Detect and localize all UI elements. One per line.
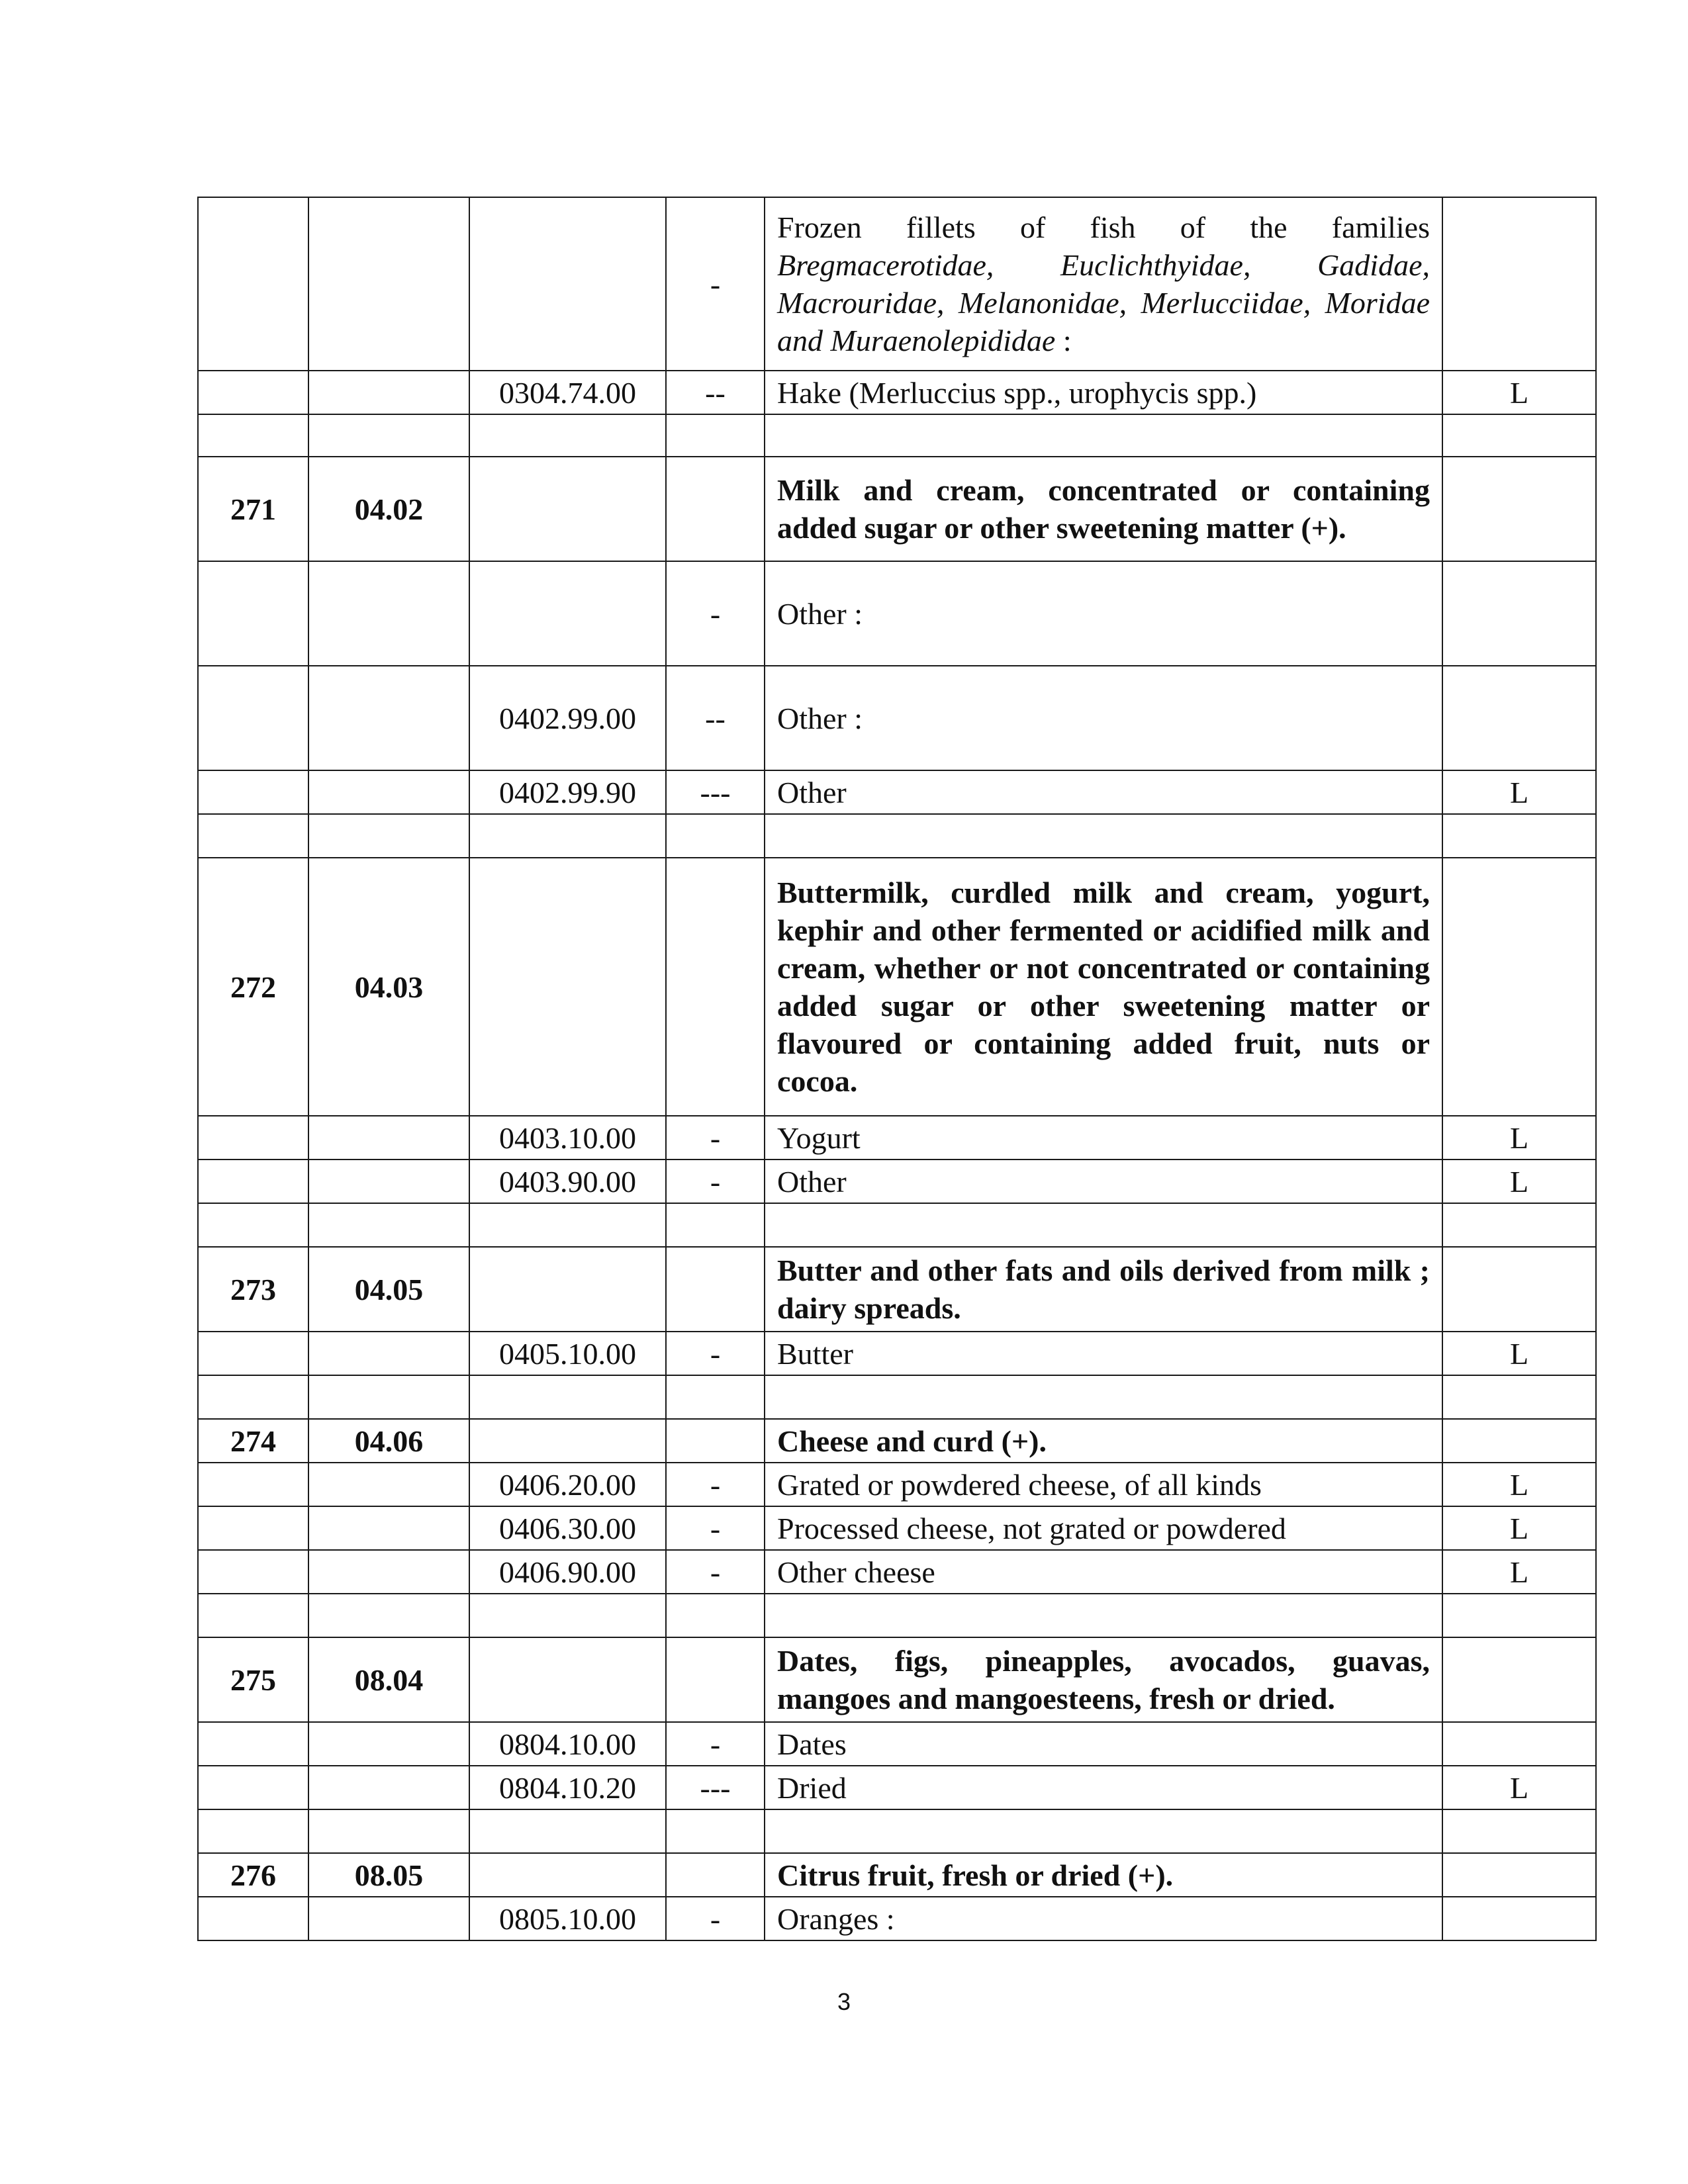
level-dash-cell: -- <box>666 371 765 414</box>
level-dash-cell: - <box>666 1116 765 1160</box>
heading-number-cell: 08.05 <box>308 1853 469 1897</box>
tariff-table <box>197 197 1597 1941</box>
tariff-code-cell <box>469 858 666 1116</box>
table-row <box>198 1550 1596 1594</box>
tariff-code-cell: 0402.99.00 <box>469 666 666 770</box>
description-cell: Grated or powdered cheese, of all kinds <box>765 1463 1442 1506</box>
description-cell: Other <box>765 770 1442 814</box>
serial-number-cell <box>198 1116 308 1160</box>
description-cell <box>765 1203 1442 1247</box>
heading-number-cell <box>308 1116 469 1160</box>
serial-number-cell <box>198 1766 308 1809</box>
table-row <box>198 858 1596 1116</box>
description-cell <box>765 414 1442 457</box>
category-cell <box>1442 1203 1596 1247</box>
heading-number-cell: 04.03 <box>308 858 469 1116</box>
tariff-code-cell <box>469 414 666 457</box>
description-cell: Other : <box>765 666 1442 770</box>
category-cell <box>1442 814 1596 858</box>
level-dash-cell: - <box>666 1463 765 1506</box>
tariff-code-cell: 0805.10.00 <box>469 1897 666 1940</box>
serial-number-cell <box>198 1506 308 1550</box>
description-cell <box>765 1809 1442 1853</box>
serial-number-cell <box>198 197 308 371</box>
level-dash-cell <box>666 1809 765 1853</box>
table-row <box>198 1722 1596 1766</box>
category-cell <box>1442 1594 1596 1637</box>
serial-number-cell <box>198 561 308 666</box>
heading-number-cell <box>308 1809 469 1853</box>
serial-number-cell: 271 <box>198 457 308 561</box>
heading-number-cell <box>308 1506 469 1550</box>
heading-number-cell <box>308 1550 469 1594</box>
description-cell: Butter and other fats and oils derived from milk ; dairy spreads. <box>765 1247 1442 1332</box>
serial-number-cell <box>198 666 308 770</box>
category-cell: L <box>1442 770 1596 814</box>
category-cell <box>1442 561 1596 666</box>
table-row <box>198 1116 1596 1160</box>
description-cell: Dried <box>765 1766 1442 1809</box>
heading-number-cell <box>308 414 469 457</box>
level-dash-cell: - <box>666 1722 765 1766</box>
table-row <box>198 414 1596 457</box>
description-cell: Dates, figs, pineapples, avocados, guavas, mangoes and mangoesteens, fresh or dried. <box>765 1637 1442 1722</box>
description-text: Frozen fillets of fish of the families <box>777 210 1430 244</box>
level-dash-cell: - <box>666 1897 765 1940</box>
serial-number-cell <box>198 1897 308 1940</box>
table-row <box>198 1419 1596 1463</box>
tariff-code-cell: 0402.99.90 <box>469 770 666 814</box>
level-dash-cell <box>666 1203 765 1247</box>
serial-number-cell <box>198 1375 308 1419</box>
heading-number-cell: 04.06 <box>308 1419 469 1463</box>
tariff-code-cell: 0405.10.00 <box>469 1332 666 1375</box>
serial-number-cell <box>198 1550 308 1594</box>
table-row <box>198 561 1596 666</box>
serial-number-cell <box>198 770 308 814</box>
description-cell: Other : <box>765 561 1442 666</box>
level-dash-cell: - <box>666 561 765 666</box>
category-cell <box>1442 1853 1596 1897</box>
serial-number-cell: 272 <box>198 858 308 1116</box>
category-cell <box>1442 666 1596 770</box>
table-row <box>198 1809 1596 1853</box>
category-cell: L <box>1442 371 1596 414</box>
description-cell <box>765 1594 1442 1637</box>
level-dash-cell <box>666 1419 765 1463</box>
category-cell <box>1442 1897 1596 1940</box>
description-cell: Processed cheese, not grated or powdered <box>765 1506 1442 1550</box>
tariff-code-cell <box>469 197 666 371</box>
page-number: 3 <box>837 1988 851 2015</box>
serial-number-cell <box>198 371 308 414</box>
description-cell <box>765 197 1442 371</box>
description-cell <box>765 1375 1442 1419</box>
table-row <box>198 1375 1596 1419</box>
level-dash-cell <box>666 1594 765 1637</box>
serial-number-cell <box>198 1463 308 1506</box>
table-row <box>198 666 1596 770</box>
level-dash-cell <box>666 1247 765 1332</box>
table-row <box>198 1853 1596 1897</box>
level-dash-cell: - <box>666 1506 765 1550</box>
heading-number-cell <box>308 666 469 770</box>
level-dash-cell <box>666 858 765 1116</box>
serial-number-cell <box>198 814 308 858</box>
serial-number-cell: 273 <box>198 1247 308 1332</box>
serial-number-cell <box>198 1203 308 1247</box>
description-cell: Other <box>765 1160 1442 1203</box>
level-dash-cell: --- <box>666 770 765 814</box>
heading-number-cell <box>308 770 469 814</box>
tariff-code-cell: 0804.10.20 <box>469 1766 666 1809</box>
heading-number-cell <box>308 561 469 666</box>
description-cell: Hake (Merluccius spp., urophycis spp.) <box>765 371 1442 414</box>
tariff-code-cell <box>469 1203 666 1247</box>
tariff-code-cell <box>469 814 666 858</box>
heading-number-cell: 04.02 <box>308 457 469 561</box>
tariff-code-cell: 0304.74.00 <box>469 371 666 414</box>
category-cell <box>1442 414 1596 457</box>
tariff-code-cell <box>469 1375 666 1419</box>
heading-number-cell <box>308 814 469 858</box>
table-row <box>198 1247 1596 1332</box>
heading-number-cell <box>308 371 469 414</box>
tariff-code-cell: 0403.10.00 <box>469 1116 666 1160</box>
level-dash-cell <box>666 1375 765 1419</box>
italic-family-names: Bregmacerotidae, Euclichthyidae, Gadidae, Macrouridae, Melanonidae, Merlucciidae, Moridae and Muraenolepididae <box>777 248 1430 357</box>
tariff-code-cell <box>469 561 666 666</box>
table-row <box>198 1463 1596 1506</box>
heading-number-cell <box>308 1897 469 1940</box>
tariff-body <box>198 197 1596 1940</box>
level-dash-cell <box>666 1637 765 1722</box>
category-cell: L <box>1442 1766 1596 1809</box>
table-row <box>198 814 1596 858</box>
level-dash-cell: - <box>666 1160 765 1203</box>
description-cell: Cheese and curd (+). <box>765 1419 1442 1463</box>
tariff-code-cell <box>469 1419 666 1463</box>
category-cell: L <box>1442 1160 1596 1203</box>
category-cell <box>1442 457 1596 561</box>
tariff-code-cell: 0406.90.00 <box>469 1550 666 1594</box>
level-dash-cell: -- <box>666 666 765 770</box>
table-row <box>198 1594 1596 1637</box>
tariff-code-cell: 0403.90.00 <box>469 1160 666 1203</box>
table-row <box>198 457 1596 561</box>
table-row <box>198 1203 1596 1247</box>
serial-number-cell: 274 <box>198 1419 308 1463</box>
category-cell <box>1442 1375 1596 1419</box>
category-cell: L <box>1442 1116 1596 1160</box>
description-cell: Butter <box>765 1332 1442 1375</box>
table-row <box>198 1637 1596 1722</box>
tariff-code-cell <box>469 1637 666 1722</box>
category-cell: L <box>1442 1550 1596 1594</box>
table-row <box>198 1897 1596 1940</box>
level-dash-cell <box>666 814 765 858</box>
category-cell <box>1442 858 1596 1116</box>
serial-number-cell <box>198 1722 308 1766</box>
heading-number-cell <box>308 197 469 371</box>
table-row <box>198 1160 1596 1203</box>
category-cell <box>1442 1637 1596 1722</box>
tariff-code-cell <box>469 1853 666 1897</box>
serial-number-cell: 275 <box>198 1637 308 1722</box>
tariff-code-cell <box>469 1247 666 1332</box>
category-cell <box>1442 1247 1596 1332</box>
tariff-code-cell: 0406.20.00 <box>469 1463 666 1506</box>
tariff-code-cell <box>469 457 666 561</box>
table-row <box>198 197 1596 371</box>
heading-number-cell <box>308 1594 469 1637</box>
heading-number-cell <box>308 1722 469 1766</box>
serial-number-cell <box>198 414 308 457</box>
heading-number-cell <box>308 1160 469 1203</box>
level-dash-cell: - <box>666 1550 765 1594</box>
serial-number-cell: 276 <box>198 1853 308 1897</box>
description-text: : <box>1055 324 1072 357</box>
level-dash-cell <box>666 457 765 561</box>
category-cell: L <box>1442 1332 1596 1375</box>
heading-number-cell <box>308 1463 469 1506</box>
level-dash-cell: - <box>666 197 765 371</box>
category-cell <box>1442 1722 1596 1766</box>
heading-number-cell <box>308 1375 469 1419</box>
serial-number-cell <box>198 1594 308 1637</box>
category-cell: L <box>1442 1506 1596 1550</box>
heading-number-cell <box>308 1766 469 1809</box>
serial-number-cell <box>198 1160 308 1203</box>
serial-number-cell <box>198 1809 308 1853</box>
serial-number-cell <box>198 1332 308 1375</box>
category-cell: L <box>1442 1463 1596 1506</box>
table-row <box>198 1332 1596 1375</box>
table-row <box>198 1506 1596 1550</box>
heading-number-cell <box>308 1203 469 1247</box>
table-row <box>198 371 1596 414</box>
tariff-code-cell: 0804.10.00 <box>469 1722 666 1766</box>
description-cell <box>765 814 1442 858</box>
level-dash-cell: - <box>666 1332 765 1375</box>
tariff-code-cell <box>469 1809 666 1853</box>
level-dash-cell <box>666 1853 765 1897</box>
level-dash-cell: --- <box>666 1766 765 1809</box>
tariff-code-cell <box>469 1594 666 1637</box>
table-row <box>198 770 1596 814</box>
description-cell: Other cheese <box>765 1550 1442 1594</box>
tariff-code-cell: 0406.30.00 <box>469 1506 666 1550</box>
description-cell: Milk and cream, concentrated or containing added sugar or other sweetening matter (+). <box>765 457 1442 561</box>
level-dash-cell <box>666 414 765 457</box>
heading-number-cell <box>308 1332 469 1375</box>
heading-number-cell: 08.04 <box>308 1637 469 1722</box>
description-cell: Dates <box>765 1722 1442 1766</box>
table-row <box>198 1766 1596 1809</box>
heading-number-cell: 04.05 <box>308 1247 469 1332</box>
description-cell: Yogurt <box>765 1116 1442 1160</box>
category-cell <box>1442 1809 1596 1853</box>
description-cell: Buttermilk, curdled milk and cream, yogurt, kephir and other fermented or acidified milk and cream, whether or not concentrated or containing added sugar or other sweetening matter or flavoured or containing added fruit, nuts or cocoa. <box>765 858 1442 1116</box>
category-cell <box>1442 1419 1596 1463</box>
description-cell: Oranges : <box>765 1897 1442 1940</box>
description-cell: Citrus fruit, fresh or dried (+). <box>765 1853 1442 1897</box>
category-cell <box>1442 197 1596 371</box>
